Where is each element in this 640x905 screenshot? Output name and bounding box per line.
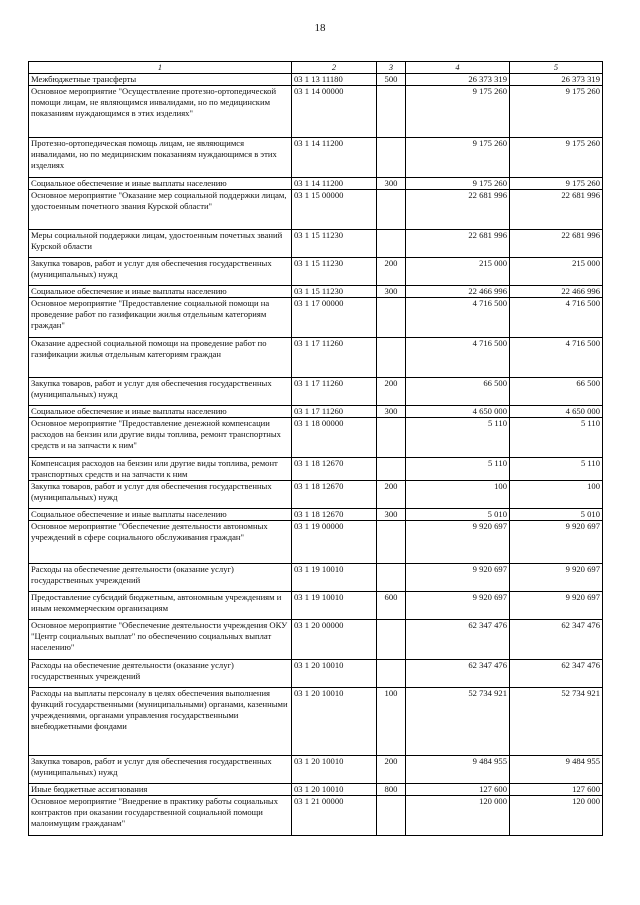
header-cell-code: 2 xyxy=(292,62,377,74)
row-amount-1: 22 681 996 xyxy=(406,230,510,258)
row-amount-2: 52 734 921 xyxy=(510,688,603,756)
row-amount-1: 22 466 996 xyxy=(406,286,510,298)
row-amount-2: 9 920 697 xyxy=(510,564,603,592)
table-row xyxy=(29,784,603,796)
header-cell-name: 1 xyxy=(29,62,292,74)
row-name: Социальное обеспечение и иные выплаты населению xyxy=(29,178,292,190)
row-code: 03 1 18 12670 xyxy=(292,509,377,521)
table-row xyxy=(29,509,603,521)
row-name: Закупка товаров, работ и услуг для обеспечения государственных (муниципальных) нужд xyxy=(29,481,292,509)
table-row xyxy=(29,521,603,564)
row-code: 03 1 20 10010 xyxy=(292,756,377,784)
row-code: 03 1 13 11180 xyxy=(292,74,377,86)
row-amount-1: 4 716 500 xyxy=(406,338,510,378)
row-amount-1: 66 500 xyxy=(406,378,510,406)
table-row xyxy=(29,74,603,86)
row-vr xyxy=(377,521,406,564)
table-row xyxy=(29,190,603,230)
row-amount-1: 62 347 476 xyxy=(406,660,510,688)
row-name: Основное мероприятие "Внедрение в практику работы социальных контрактов при оказании государственной социальной помощи малоимущим гражданам" xyxy=(29,796,292,836)
row-vr: 100 xyxy=(377,688,406,756)
row-amount-1: 9 920 697 xyxy=(406,564,510,592)
row-code: 03 1 18 12670 xyxy=(292,458,377,481)
row-amount-2: 127 600 xyxy=(510,784,603,796)
row-amount-2: 5 010 xyxy=(510,509,603,521)
row-name: Социальное обеспечение и иные выплаты населению xyxy=(29,406,292,418)
row-amount-1: 62 347 476 xyxy=(406,620,510,660)
row-amount-2: 4 716 500 xyxy=(510,298,603,338)
table-row xyxy=(29,286,603,298)
row-amount-1: 9 920 697 xyxy=(406,521,510,564)
row-name: Закупка товаров, работ и услуг для обеспечения государственных (муниципальных) нужд xyxy=(29,378,292,406)
row-vr: 300 xyxy=(377,509,406,521)
table-row xyxy=(29,418,603,458)
table-row xyxy=(29,138,603,178)
row-amount-1: 4 716 500 xyxy=(406,298,510,338)
row-vr xyxy=(377,458,406,481)
table-row xyxy=(29,756,603,784)
row-amount-2: 9 484 955 xyxy=(510,756,603,784)
row-vr: 600 xyxy=(377,592,406,620)
row-vr: 300 xyxy=(377,178,406,190)
row-vr xyxy=(377,338,406,378)
table-row xyxy=(29,458,603,481)
table-row xyxy=(29,230,603,258)
row-code: 03 1 20 00000 xyxy=(292,620,377,660)
row-code: 03 1 17 00000 xyxy=(292,298,377,338)
row-amount-1: 52 734 921 xyxy=(406,688,510,756)
row-name: Закупка товаров, работ и услуг для обеспечения государственных (муниципальных) нужд xyxy=(29,756,292,784)
row-amount-1: 215 000 xyxy=(406,258,510,286)
row-amount-2: 5 110 xyxy=(510,458,603,481)
row-amount-2: 9 920 697 xyxy=(510,521,603,564)
row-amount-1: 9 920 697 xyxy=(406,592,510,620)
table-row xyxy=(29,660,603,688)
row-amount-2: 9 175 260 xyxy=(510,178,603,190)
row-amount-1: 26 373 319 xyxy=(406,74,510,86)
row-vr xyxy=(377,138,406,178)
row-name: Социальное обеспечение и иные выплаты населению xyxy=(29,509,292,521)
row-vr: 500 xyxy=(377,74,406,86)
row-name: Расходы на выплаты персоналу в целях обеспечения выполнения функций государственными (муниципальными) органами, казенными учреждениями, органами управления государственными внебюджетными фондами xyxy=(29,688,292,756)
row-name: Основное мероприятие "Обеспечение деятельности автономных учреждений в сфере социального обслуживания граждан" xyxy=(29,521,292,564)
row-code: 03 1 21 00000 xyxy=(292,796,377,836)
row-amount-2: 4 716 500 xyxy=(510,338,603,378)
budget-table xyxy=(28,61,603,836)
row-name: Компенсация расходов на бензин или другие виды топлива, ремонт транспортных средств и на запчасти к ним xyxy=(29,458,292,481)
row-amount-2: 5 110 xyxy=(510,418,603,458)
row-amount-1: 5 110 xyxy=(406,458,510,481)
row-vr xyxy=(377,418,406,458)
row-name: Основное мероприятие "Обеспечение деятельности учреждения ОКУ "Центр социальных выплат" по обеспечению социальных выплат населению" xyxy=(29,620,292,660)
table-row xyxy=(29,481,603,509)
row-name: Межбюджетные трансферты xyxy=(29,74,292,86)
row-amount-1: 9 175 260 xyxy=(406,138,510,178)
page-number: 18 xyxy=(314,22,326,34)
row-vr: 800 xyxy=(377,784,406,796)
table-row xyxy=(29,86,603,138)
row-amount-2: 100 xyxy=(510,481,603,509)
row-amount-1: 127 600 xyxy=(406,784,510,796)
row-code: 03 1 15 11230 xyxy=(292,230,377,258)
row-vr xyxy=(377,796,406,836)
row-vr xyxy=(377,190,406,230)
row-vr: 300 xyxy=(377,406,406,418)
table-row xyxy=(29,564,603,592)
row-code: 03 1 15 11230 xyxy=(292,258,377,286)
row-name: Закупка товаров, работ и услуг для обеспечения государственных (муниципальных) нужд xyxy=(29,258,292,286)
row-code: 03 1 20 10010 xyxy=(292,660,377,688)
row-amount-1: 9 175 260 xyxy=(406,86,510,138)
row-name: Основное мероприятие "Предоставление денежной компенсации расходов на бензин или другие виды топлива, ремонт транспортных средств и на запчасти к ним" xyxy=(29,418,292,458)
row-code: 03 1 15 00000 xyxy=(292,190,377,230)
table-row xyxy=(29,688,603,756)
table-row xyxy=(29,796,603,836)
row-amount-2: 9 175 260 xyxy=(510,138,603,178)
row-amount-1: 100 xyxy=(406,481,510,509)
row-name: Расходы на обеспечение деятельности (оказание услуг) государственных учреждений xyxy=(29,564,292,592)
row-amount-2: 9 175 260 xyxy=(510,86,603,138)
row-code: 03 1 14 11200 xyxy=(292,138,377,178)
header-cell-amount-1: 4 xyxy=(406,62,510,74)
row-name: Протезно-ортопедическая помощь лицам, не являющимся инвалидами, но по медицинским показаниям нуждающимся в этих изделиях xyxy=(29,138,292,178)
row-name: Иные бюджетные ассигнования xyxy=(29,784,292,796)
row-code: 03 1 20 10010 xyxy=(292,784,377,796)
row-code: 03 1 17 11260 xyxy=(292,338,377,378)
row-amount-2: 62 347 476 xyxy=(510,660,603,688)
row-amount-2: 66 500 xyxy=(510,378,603,406)
row-vr: 200 xyxy=(377,258,406,286)
table-row xyxy=(29,338,603,378)
table-row xyxy=(29,592,603,620)
row-code: 03 1 18 12670 xyxy=(292,481,377,509)
row-vr xyxy=(377,660,406,688)
row-amount-2: 9 920 697 xyxy=(510,592,603,620)
row-amount-1: 4 650 000 xyxy=(406,406,510,418)
row-code: 03 1 19 10010 xyxy=(292,564,377,592)
row-code: 03 1 17 11260 xyxy=(292,406,377,418)
row-name: Основное мероприятие "Предоставление социальной помощи на проведение работ по газификации жилья отдельным категориям граждан" xyxy=(29,298,292,338)
row-code: 03 1 19 10010 xyxy=(292,592,377,620)
row-amount-2: 62 347 476 xyxy=(510,620,603,660)
row-vr xyxy=(377,86,406,138)
row-vr xyxy=(377,298,406,338)
table-row xyxy=(29,298,603,338)
row-vr: 200 xyxy=(377,756,406,784)
row-code: 03 1 19 00000 xyxy=(292,521,377,564)
row-vr: 200 xyxy=(377,481,406,509)
row-amount-2: 22 681 996 xyxy=(510,190,603,230)
row-code: 03 1 20 10010 xyxy=(292,688,377,756)
row-name: Меры социальной поддержки лицам, удостоенным почетных званий Курской области xyxy=(29,230,292,258)
row-name: Оказание адресной социальной помощи на проведение работ по газификации жилья отдельным категориям граждан xyxy=(29,338,292,378)
row-amount-1: 5 110 xyxy=(406,418,510,458)
row-vr xyxy=(377,564,406,592)
row-vr xyxy=(377,620,406,660)
row-code: 03 1 14 11200 xyxy=(292,178,377,190)
row-code: 03 1 17 11260 xyxy=(292,378,377,406)
row-amount-1: 9 484 955 xyxy=(406,756,510,784)
row-code: 03 1 15 11230 xyxy=(292,286,377,298)
row-amount-1: 5 010 xyxy=(406,509,510,521)
row-amount-2: 4 650 000 xyxy=(510,406,603,418)
row-amount-2: 22 681 996 xyxy=(510,230,603,258)
table-row xyxy=(29,378,603,406)
row-name: Основное мероприятие "Оказание мер социальной поддержки лицам, удостоенным почетного звания Курской области" xyxy=(29,190,292,230)
row-amount-1: 22 681 996 xyxy=(406,190,510,230)
row-vr xyxy=(377,230,406,258)
row-vr: 200 xyxy=(377,378,406,406)
row-code: 03 1 18 00000 xyxy=(292,418,377,458)
row-name: Расходы на обеспечение деятельности (оказание услуг) государственных учреждений xyxy=(29,660,292,688)
row-amount-2: 215 000 xyxy=(510,258,603,286)
row-vr: 300 xyxy=(377,286,406,298)
table-row xyxy=(29,258,603,286)
header-cell-amount-2: 5 xyxy=(510,62,603,74)
row-amount-2: 26 373 319 xyxy=(510,74,603,86)
table-row xyxy=(29,406,603,418)
row-amount-1: 9 175 260 xyxy=(406,178,510,190)
table-row xyxy=(29,620,603,660)
header-cell-vr: 3 xyxy=(377,62,406,74)
row-code: 03 1 14 00000 xyxy=(292,86,377,138)
row-amount-2: 120 000 xyxy=(510,796,603,836)
header-row xyxy=(29,62,603,74)
row-amount-1: 120 000 xyxy=(406,796,510,836)
row-name: Социальное обеспечение и иные выплаты населению xyxy=(29,286,292,298)
row-name: Основное мероприятие "Осуществление протезно-ортопедической помощи лицам, не являющимся инвалидами, но по медицинским показаниям нуждающимся в этих изделиях" xyxy=(29,86,292,138)
row-amount-2: 22 466 996 xyxy=(510,286,603,298)
row-name: Предоставление субсидий бюджетным, автономным учреждениям и иным некоммерческим организациям xyxy=(29,592,292,620)
table-row xyxy=(29,178,603,190)
